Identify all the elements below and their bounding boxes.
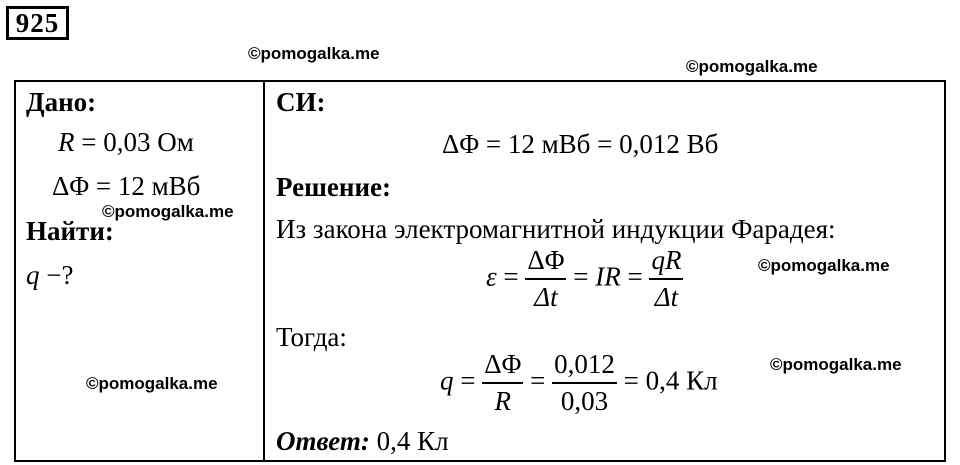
problem-number: 925 xyxy=(6,6,69,40)
numeric-fraction: $\frac{0,012}{0,03}$ xyxy=(554,349,615,416)
find-charge: q −? xyxy=(26,260,74,290)
watermark: ©pomogalka.me xyxy=(686,57,818,76)
watermark: ©pomogalka.me xyxy=(770,355,902,374)
answer-value: 0,4 Кл xyxy=(369,426,449,456)
si-heading: СИ: xyxy=(276,87,326,117)
emf-formula: ε = $\frac{\Delta\Phi}{\Delta t}$ = IR = $\frac{qR}{\Delta t}$ xyxy=(486,245,682,312)
watermark: ©pomogalka.me xyxy=(758,256,890,275)
emf-symbol: ε xyxy=(486,261,497,292)
given-heading: Дано: xyxy=(26,87,97,117)
given-resistance: R = 0,03 Ом xyxy=(58,127,194,157)
column-divider xyxy=(263,80,265,462)
watermark: ©pomogalka.me xyxy=(248,44,380,63)
answer-line xyxy=(276,428,449,455)
faraday-law-intro: Из закона электромагнитной индукции Фарадея: xyxy=(276,214,836,244)
watermark: ©pomogalka.me xyxy=(86,374,218,393)
solution-heading: Решение: xyxy=(276,172,391,202)
charge-formula: q = $\frac{\Delta\Phi}{R}$ = $\frac{0,012}{0,03}$ = 0,4 Кл xyxy=(440,349,718,416)
answer-label: Ответ: xyxy=(276,426,370,456)
watermark: ©pomogalka.me xyxy=(102,202,234,221)
given-flux-change: ΔΦ = 12 мВб xyxy=(52,171,201,201)
then-label: Тогда: xyxy=(276,322,347,352)
flux-over-resistance-fraction: $\frac{\Delta\Phi}{R}$ xyxy=(484,349,522,416)
result-value: 0,4 Кл xyxy=(645,365,718,396)
find-heading: Найти: xyxy=(26,216,114,246)
flux-over-time-fraction: $\frac{\Delta\Phi}{\Delta t}$ xyxy=(527,245,565,312)
si-conversion: ΔΦ = 12 мВб = 0,012 Вб xyxy=(442,129,719,159)
charge-resistance-fraction: $\frac{qR}{\Delta t}$ xyxy=(651,245,682,312)
